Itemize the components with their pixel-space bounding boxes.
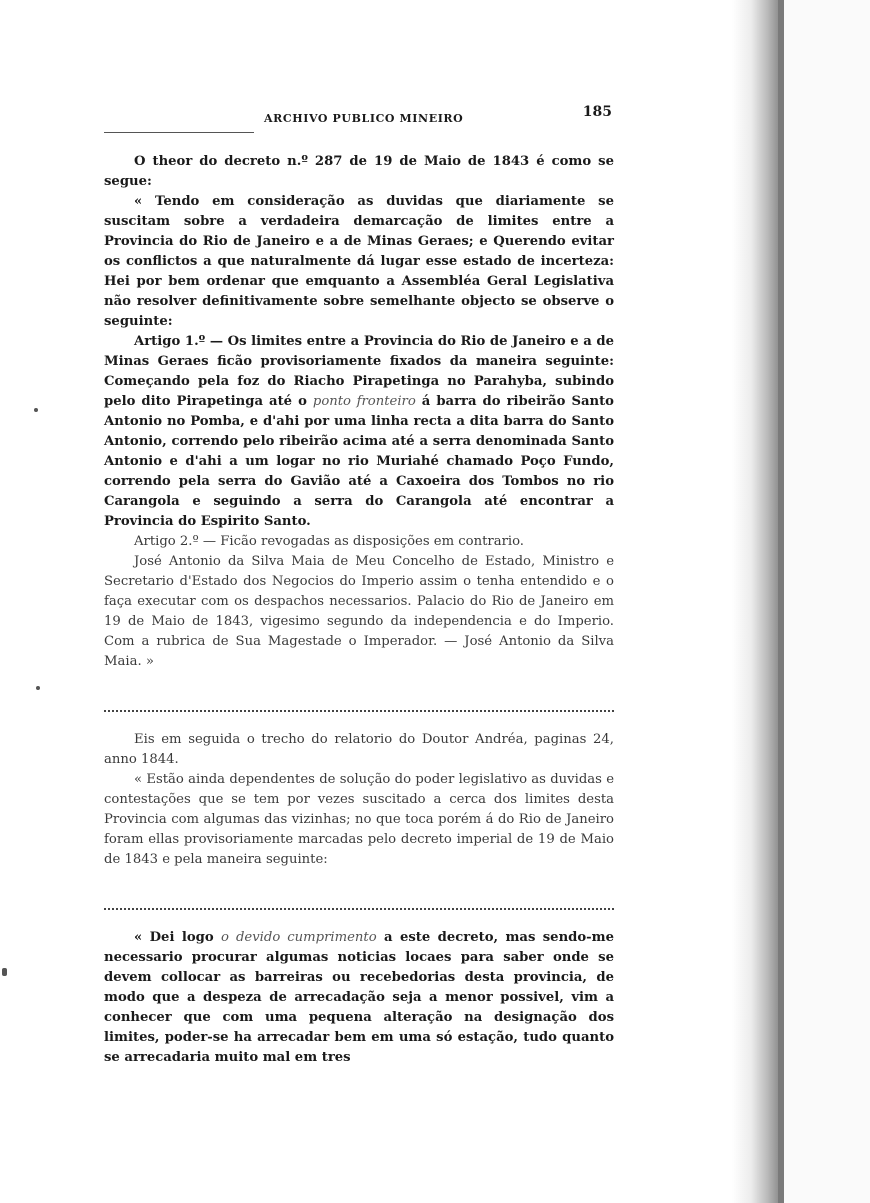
dotted-separator [104,690,614,712]
decree-preamble: « Tendo em consideração as duvidas que diariamente se suscitam sobre a verdadeira demarcação de limites entre a Provincia do Rio de Janeiro e a de Minas Geraes; e Querendo evitar os conflictos a que naturalmente dá lugar esse estado de incerteza: Hei por bem ordenar que emquanto a Assembléa Geral Legislativa não resolver definitivamente sobre semelhante objecto se observe o seguinte: [104,194,614,329]
report-continuation [104,928,614,1068]
margin-speck [34,408,38,412]
outer-margin [784,0,870,1203]
page-number: 185 [582,104,612,120]
decree-intro: O theor do decreto n.º 287 de 19 de Maio de 1843 é como se segue: [104,154,614,189]
body-text [104,152,614,1068]
decree-closing: José Antonio da Silva Maia de Meu Concelho de Estado, Ministro e Secretario d'Estado dos Negocios do Imperio assim o tenha entendido e o faça executar com os despachos necessarios. Palacio do Rio de Janeiro em 19 de Maio de 1843, vigesimo segundo da independencia e do Imperio. Com a rubrica de Sua Magestade o Imperador. — José Antonio da Silva Maia. » [104,554,614,669]
article-1-italic: ponto fronteiro [312,394,416,409]
continuation-italic: o devido cumprimento [221,930,377,945]
running-head [104,96,614,130]
running-title: ARCHIVO PUBLICO MINEIRO [264,112,464,125]
margin-speck [36,686,40,690]
continuation-text-b: a este decreto, mas sendo-me necessario procurar algumas noticias locaes para saber onde se devem collocar as barreiras ou recebedorias desta provincia, de modo que a despeza de arrecadação seja a menor possivel, vim a conhecer que com uma pequena alteração na designação dos limites, poder-se ha arrecadar bem em uma só estação, tudo quanto se arrecadaria muito mal em tres [104,930,614,1065]
dotted-separator [104,888,614,910]
continuation-text-a: « Dei logo [134,930,222,945]
report-quote: « Estão ainda dependentes de solução do poder legislativo as duvidas e contestações que se tem por vezes suscitado a cerca dos limites desta Provincia com algumas das vizinhas; no que toca porém á do Rio de Janeiro foram ellas provisoriamente marcadas pelo decreto imperial de 19 de Maio de 1843 e pela maneira seguinte: [104,772,614,867]
page-edge-shadow [732,0,780,1203]
margin-speck [2,968,7,976]
header-rule [104,132,254,133]
decree-article-1 [104,332,614,532]
article-1-text-a: Artigo 1.º — Os limites entre a Provincia do Rio de Janeiro e a de Minas Geraes ficão provisoriamente fixados da maneira seguinte: Começando pela foz do Riacho Pirapetinga no Parahyba, subindo pelo dito Pirapetinga até o [104,334,614,409]
report-intro: Eis em seguida o trecho do relatorio do Doutor Andréa, paginas 24, anno 1844. [104,732,614,767]
decree-article-2: Artigo 2.º — Ficão revogadas as disposições em contrario. [134,534,524,549]
article-1-text-b: á barra do ribeirão Santo Antonio no Pomba, e d'ahi por uma linha recta a dita barra do Santo Antonio, correndo pelo ribeirão acima até a serra denominada Santo Antonio e d'ahi a um logar no rio Muriahé chamado Poço Fundo, correndo pela serra do Gavião até a Caxoeira dos Tombos no rio Carangola e seguindo a serra do Carangola até encontrar a Provincia do Espirito Santo. [104,394,614,529]
book-page [104,96,614,1068]
